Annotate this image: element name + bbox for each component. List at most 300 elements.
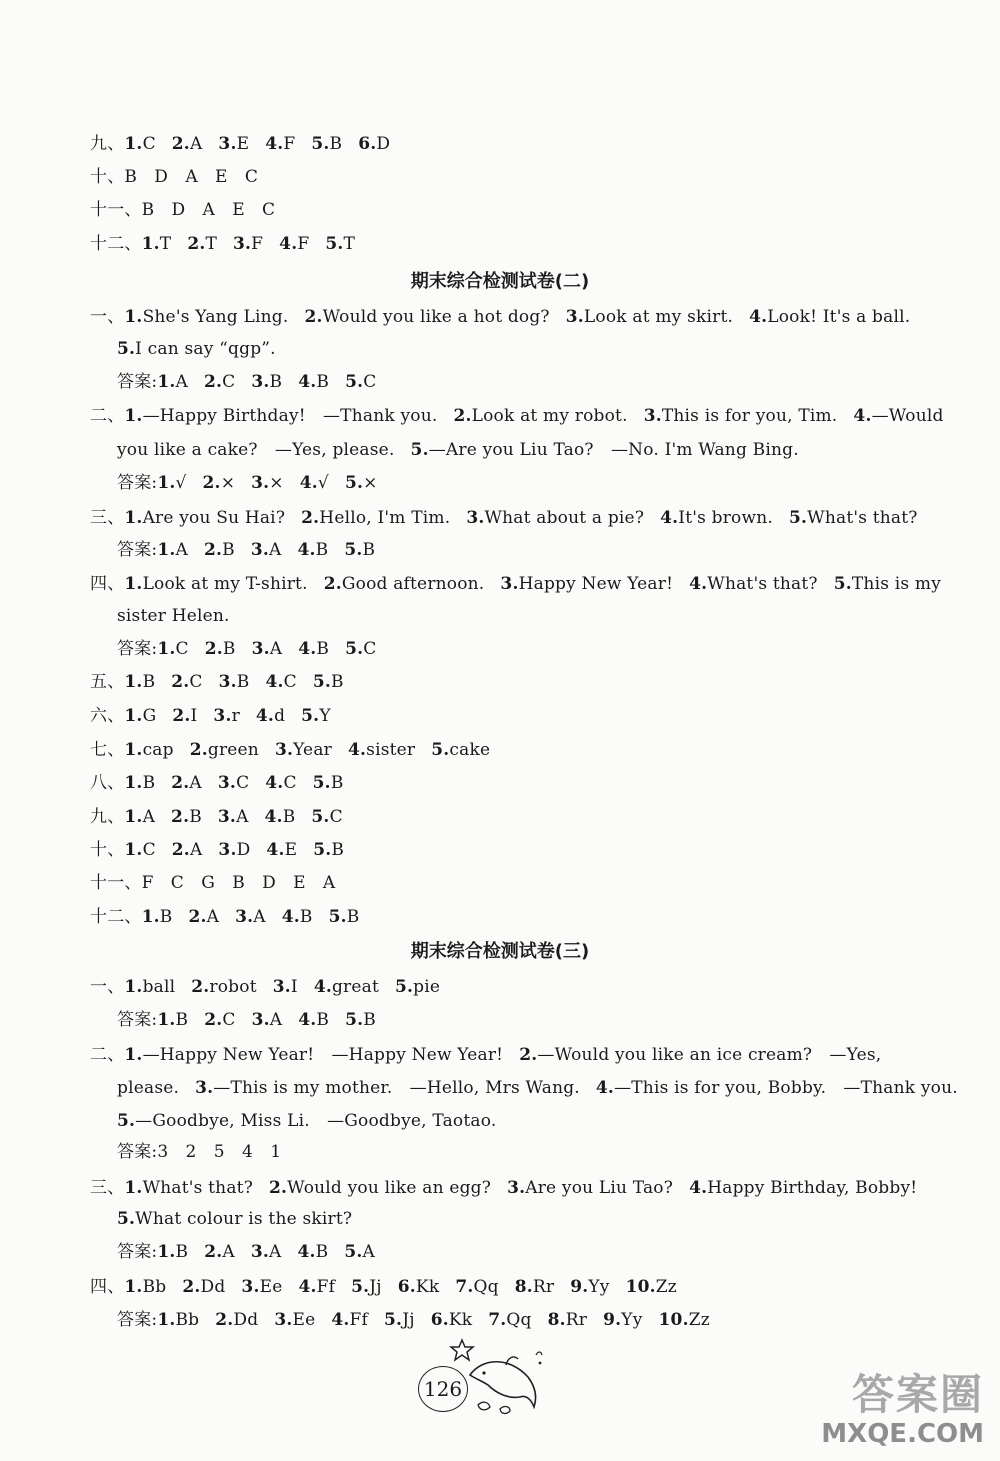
item-number: 1. [157,639,176,659]
answer-item [603,1310,642,1330]
answer-text: Dd [200,1277,226,1297]
answer-line [90,1177,917,1199]
answer-text: B [222,540,235,560]
answer-text: C [175,639,189,659]
item-number: 3. [213,706,232,726]
answer-line [90,573,941,595]
item-number: 3. [218,840,237,860]
answer-text: F [283,134,296,154]
answer-text: A [268,540,282,560]
answer-text: Look at my skirt. [583,307,734,327]
answer-item [218,840,250,860]
answer-item [431,740,490,760]
answer-text: B [282,807,296,827]
item-number: 2. [171,773,190,793]
item-number: 7. [488,1310,507,1330]
answer-item [90,907,172,927]
answer-item [314,977,379,997]
question-label: 三、 [90,508,125,528]
answer-item [313,672,344,692]
item-number: 5. [313,840,332,860]
answer-line [117,439,799,461]
item-number: 2. [204,639,223,659]
answer-item [218,807,249,827]
question-label: 答案: [117,1310,158,1330]
answer-item [204,1242,235,1262]
answer-text: Ff [316,1277,336,1297]
answer-item [117,540,188,560]
answer-text: What's that? [142,1178,254,1198]
answer-text: Look at my robot. [471,406,628,426]
question-label: 答案: [117,1242,158,1262]
question-label: 二、 [90,1045,125,1065]
answer-text: cake [449,740,491,760]
answer-text: Ee [292,1310,316,1330]
item-number: 1. [124,134,143,154]
answer-text: It's brown. [678,508,773,528]
answer-item [117,606,230,626]
answer-item [269,1178,491,1198]
item-number: 5. [410,440,429,460]
answer-item [659,1310,710,1330]
answer-text: Jj [402,1310,415,1330]
answer-line [90,772,344,794]
answer-text: Look at my T-shirt. [142,574,308,594]
answer-text: C [142,840,156,860]
answer-text: Ff [349,1310,369,1330]
answer-text: D [236,840,251,860]
item-number: 5. [833,574,852,594]
answer-item [689,1178,917,1198]
answer-item [182,1277,225,1297]
answer-text: Would you like an egg? [287,1178,492,1198]
answer-text: robot [209,977,257,997]
item-number: 2. [269,1178,288,1198]
question-label: 十一、 [90,873,142,893]
answer-item [345,639,376,659]
answer-text: Are you Su Hai? [142,508,286,528]
answer-line [90,1044,881,1066]
answer-item [233,234,263,254]
answer-text: —Happy New Year! —Happy New Year! [142,1045,504,1065]
question-label: 六、 [90,706,125,726]
answer-item [117,339,276,359]
item-number: 3. [274,740,294,760]
answer-line [90,405,944,427]
answer-text: ball [142,977,176,997]
item-number: 3. [241,1277,260,1297]
question-label: 十、 [90,840,125,860]
answer-text: B [346,907,360,927]
question-label: 三、 [90,1178,125,1198]
answer-item [117,1010,188,1030]
answer-text: B [331,672,344,692]
item-number: 5. [117,1111,136,1131]
answer-item [213,706,239,726]
answer-text: Year [293,740,332,760]
answer-text: F [297,234,310,254]
answer-text: B [142,773,156,793]
item-number: 2. [301,508,320,528]
item-number: 4. [313,977,332,997]
section-heading: 期末综合检测试卷(三) [410,941,590,962]
answer-item [313,840,344,860]
answer-item [90,1277,166,1297]
answer-text: Good afternoon. [341,574,485,594]
question-label: 八、 [90,773,125,793]
answer-text: T [159,234,172,254]
answer-line [117,1241,375,1263]
answer-item [301,508,450,528]
answer-item [172,706,197,726]
answer-text: Hello, I'm Tim. [319,508,451,528]
answer-text: B [316,372,330,392]
item-number: 4. [660,508,679,528]
item-number: 4. [689,1178,708,1198]
item-number: 6. [358,134,377,154]
answer-text: A [142,807,156,827]
answer-text: A [268,1242,282,1262]
answer-text: B [315,1242,329,1262]
answer-item [256,706,285,726]
item-number: 9. [603,1310,622,1330]
item-number: 4. [297,540,316,560]
answer-item [266,672,297,692]
answer-line [90,739,490,761]
question-label: 十一、 [90,200,142,220]
answer-text: B [316,639,330,659]
answer-item [344,1242,375,1262]
answer-item [298,1010,329,1030]
item-number: 2. [519,1045,538,1065]
item-number: 5. [311,807,330,827]
answer-item [90,307,288,327]
item-number: 7. [455,1277,474,1297]
question-label: 二、 [90,406,125,426]
answer-item [90,167,258,187]
answer-item [398,1277,440,1297]
item-number: 3. [251,473,270,493]
answer-item [188,907,219,927]
answer-item [311,807,342,827]
item-number: 5. [311,134,330,154]
item-number: 3. [233,234,252,254]
answer-item [235,907,266,927]
item-number: 4. [265,773,284,793]
answer-item [172,134,203,154]
answer-item [190,740,259,760]
answer-item [90,508,285,528]
answer-item [251,473,284,493]
answer-text: B [329,134,343,154]
answer-text: C [236,773,250,793]
answer-line [90,133,390,155]
answer-text: —Are you Liu Tao? —No. I'm Wang Bing. [428,440,799,460]
answer-item [117,1078,179,1098]
answer-item [596,1078,958,1098]
item-number: 1. [124,1277,143,1297]
answer-text: A [175,540,188,560]
item-number: 4. [749,307,768,327]
answer-text: Would you like a hot dog? [322,307,550,327]
item-number: 1. [124,672,143,692]
answer-item [348,740,415,760]
item-number: 2. [171,840,190,860]
item-number: 1. [157,372,176,392]
item-number: 3. [643,406,662,426]
answer-line [90,166,258,188]
item-number: 2. [204,1242,223,1262]
answer-text: × [363,473,378,493]
item-number: 5. [325,234,344,254]
item-number: 5. [312,773,331,793]
answer-item [90,234,171,254]
item-number: 1. [157,473,176,493]
item-number: 3. [500,574,519,594]
answer-item [171,807,202,827]
answer-item [789,508,918,528]
item-number: 1. [124,508,143,528]
item-number: 4. [266,840,285,860]
answer-text: A [189,840,203,860]
item-number: 2. [187,234,206,254]
watermark-url: MXQE.COM [821,1419,984,1449]
answer-text: cap [142,740,174,760]
answer-item [351,1277,382,1297]
answer-item [282,907,313,927]
answer-item [90,574,308,594]
item-number: 5. [345,372,364,392]
answer-text: Yy [588,1277,610,1297]
answer-line [90,1276,677,1298]
answer-text: Qq [473,1277,499,1297]
item-number: 2. [204,1010,223,1030]
item-number: 1. [124,807,143,827]
answer-text: Yy [621,1310,643,1330]
item-number: 1. [124,1045,143,1065]
answer-text: C [189,672,203,692]
item-number: 8. [547,1310,566,1330]
answer-text: you like a cake? —Yes, please. [117,440,395,460]
answer-text: Qq [506,1310,532,1330]
answer-text: C [142,134,156,154]
item-number: 2. [182,1277,201,1297]
answer-text: great [331,977,380,997]
item-number: 1. [141,234,160,254]
item-number: 6. [430,1310,449,1330]
answer-line [117,1077,958,1099]
answer-item [117,473,187,493]
answer-text: What colour is the skirt? [135,1209,353,1229]
answer-item [219,672,250,692]
item-number: 1. [124,1178,143,1198]
answer-item [298,372,329,392]
item-number: 1. [124,740,143,760]
answer-line [90,806,343,828]
item-number: 10. [625,1277,656,1297]
item-number: 2. [172,706,191,726]
answer-item [191,977,256,997]
answer-item [329,907,360,927]
answer-line [117,472,378,494]
answer-text: A [175,372,188,392]
answer-text: C [363,372,377,392]
answer-text: D [376,134,391,154]
item-number: 4. [265,672,284,692]
item-number: 4. [265,134,284,154]
answer-item [117,1111,496,1131]
answer-text: B [331,840,345,860]
item-number: 2. [189,740,208,760]
answer-item [273,977,298,997]
item-number: 2. [188,907,207,927]
item-number: 3. [217,773,237,793]
answer-item [90,406,437,426]
question-label: 十二、 [90,907,142,927]
answer-text: Rr [532,1277,555,1297]
question-label: 九、 [90,807,125,827]
item-number: 1. [157,1010,176,1030]
answer-item [488,1310,531,1330]
answer-line [90,671,344,693]
item-number: 1. [124,706,143,726]
answer-item [90,1045,503,1065]
answer-item [171,672,202,692]
answer-item [519,1045,881,1065]
answer-item [500,574,673,594]
answer-text: —Goodbye, Miss Li. —Goodbye, Taotao. [135,1111,497,1131]
answer-line [117,1009,376,1031]
answer-text: Are you Liu Tao? [525,1178,674,1198]
answer-text: Bb [175,1310,200,1330]
answer-line [117,338,276,360]
question-label: 十、 [90,167,125,187]
answer-line [117,1141,281,1163]
answer-text: √ [175,473,187,493]
item-number: 5. [351,1277,370,1297]
answer-item [570,1277,609,1297]
answer-text: B D A E C [124,167,259,187]
answer-line [117,1309,710,1331]
answer-item [345,1010,376,1030]
item-number: 3. [251,1010,270,1030]
answer-text: B [175,1010,189,1030]
item-number: 3. [507,1178,526,1198]
answer-item [301,706,331,726]
answer-line [90,233,355,255]
answer-text: This is my [851,574,942,594]
question-label: 五、 [90,672,125,692]
answer-line [90,199,275,221]
answer-text: E [284,840,298,860]
answer-text: B [269,372,283,392]
answer-line [117,605,230,627]
answer-text: √ [317,473,329,493]
answer-text: d [274,706,286,726]
item-number: 3. [251,372,270,392]
answer-line [117,1110,496,1132]
item-number: 1. [124,406,143,426]
answer-item [90,977,175,997]
answer-item [90,807,155,827]
answer-text: B [315,540,329,560]
item-number: 4. [298,639,317,659]
answer-item [626,1277,677,1297]
answer-item [171,773,202,793]
answer-item [117,1242,188,1262]
answer-text: Happy Birthday, Bobby! [707,1178,918,1198]
answer-item [566,307,733,327]
item-number: 3. [250,1242,269,1262]
answer-line [117,539,375,561]
answer-text: B [316,1010,330,1030]
answer-text: She's Yang Ling. [142,307,289,327]
answer-item [265,773,296,793]
item-number: 1. [124,773,143,793]
item-number: 4. [264,807,283,827]
item-number: 5. [345,1010,364,1030]
answer-text: A [236,807,249,827]
question-label: 七、 [90,740,125,760]
question-label: 答案: [117,1142,158,1162]
answer-line [90,976,440,998]
item-number: 1. [124,977,143,997]
answer-item [215,1310,258,1330]
item-number: 1. [124,307,143,327]
page-number: 126 [418,1366,468,1412]
item-number: 1. [141,907,160,927]
answer-item [251,372,282,392]
answer-item [548,1310,587,1330]
answer-item [218,773,249,793]
answer-text: F C G B D E A [141,873,336,893]
item-number: 4. [299,473,318,493]
answer-text: B [362,540,376,560]
answer-item [324,574,485,594]
answer-line [90,306,910,328]
answer-text: C [222,372,236,392]
question-label: 答案: [117,540,158,560]
answer-text: What's that? [807,508,918,528]
answer-item [344,540,375,560]
answer-item [274,1310,315,1330]
answer-text: A [269,1010,283,1030]
answer-item [358,134,390,154]
answer-text: B [236,672,250,692]
answer-text: B D A E C [141,200,276,220]
item-number: 4. [298,372,317,392]
answer-text: Happy New Year! [518,574,674,594]
item-number: 1. [124,574,143,594]
answer-item [466,508,644,528]
answer-item [345,473,378,493]
answer-text: Kk [415,1277,440,1297]
answer-item [297,540,328,560]
answer-text: Rr [565,1310,588,1330]
answer-item [300,473,329,493]
answer-item [251,540,282,560]
answer-text: —Would [871,406,944,426]
answer-item [311,134,342,154]
answer-item [275,740,332,760]
answer-item [203,473,236,493]
answer-line [117,638,376,660]
answer-item [304,307,549,327]
item-number: 4. [347,740,367,760]
answer-item [265,807,296,827]
answer-item [749,307,910,327]
answer-text: please. [117,1078,180,1098]
